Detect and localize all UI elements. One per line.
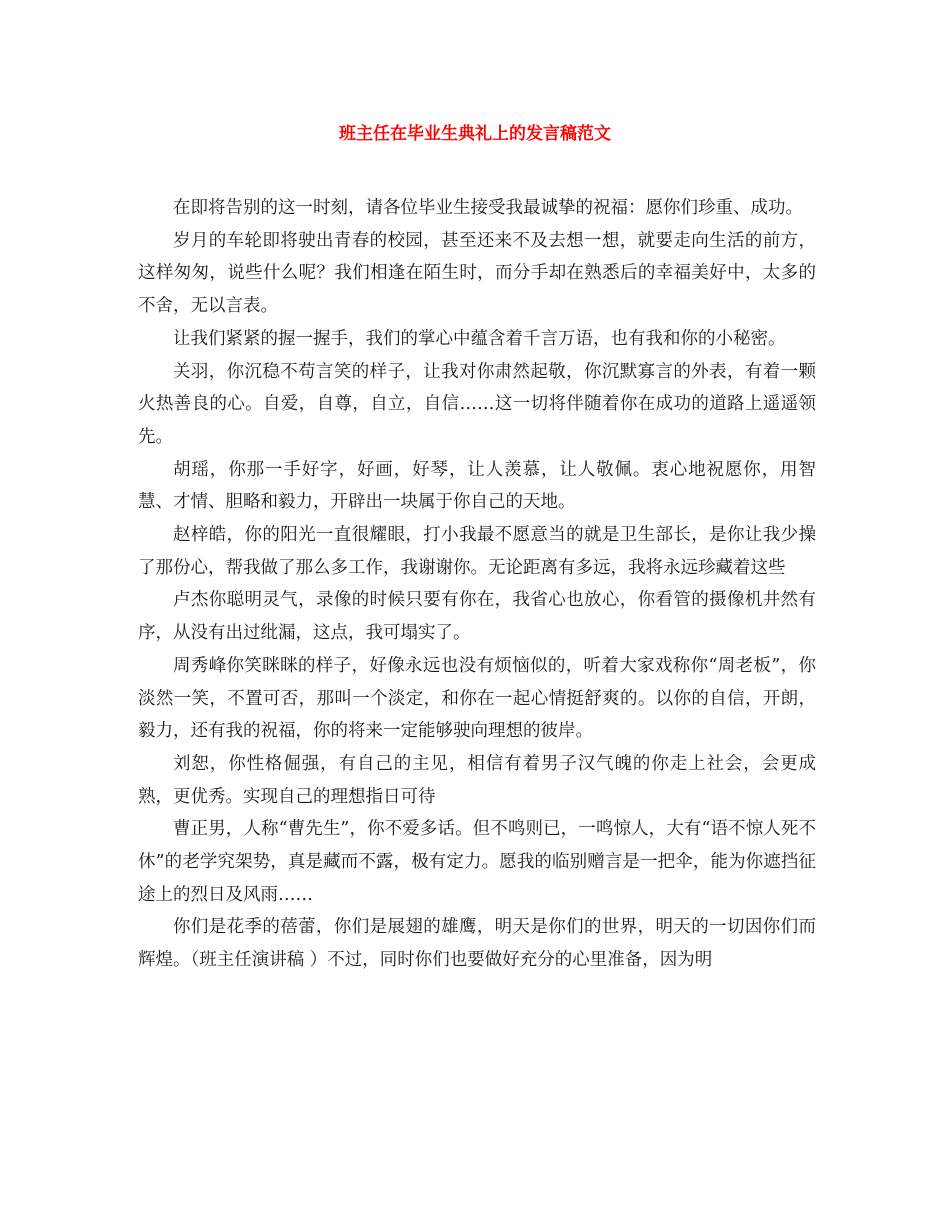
- paragraph: 让我们紧紧的握一握手，我们的掌心中蕴含着千言万语，也有我和你的小秘密。: [173, 328, 786, 349]
- document-title: 班主任在毕业生典礼上的发言稿范文: [339, 124, 611, 144]
- paragraph: 卢杰你聪明灵气，录像的时候只要有你在，我省心也放心，你看管的摄像机井然有序，从没有出过纰漏，这点，我可塌实了。: [138, 590, 816, 644]
- paragraph: 周秀峰你笑眯眯的样子，好像永远也没有烦恼似的，听着大家戏称你“周老板”，你淡然一笑，不置可否，那叫一个淡定，和你在一起心情挺舒爽的。以你的自信，开朗，毅力，还有我的祝福，你的将来一定能够驶向理想的彼岸。: [138, 655, 816, 742]
- paragraph: 刘恕，你性格倔强，有自己的主见，相信有着男子汉气魄的你走上社会，会更成熟，更优秀。实现自己的理想指日可待: [138, 753, 816, 807]
- paragraph: 在即将告别的这一时刻，请各位毕业生接受我最诚挚的祝福：愿你们珍重、成功。: [173, 198, 803, 218]
- paragraph: 胡瑶，你那一手好字，好画，好琴，让人羡慕，让人敬佩。衷心地祝愿你，用智慧、才情、胆略和毅力，开辟出一块属于你自己的天地。: [138, 459, 816, 513]
- paragraph: 岁月的车轮即将驶出青春的校园，甚至还来不及去想一想，就要走向生活的前方，这样匆匆，说些什么呢？我们相逢在陌生时，而分手却在熟悉后的幸福美好中，太多的不舍，无以言表。: [138, 230, 816, 317]
- paragraph: 关羽，你沉稳不苟言笑的样子，让我对你肃然起敬，你沉默寡言的外表，有着一颗火热善良的心。自爱，自尊，自立，自信……这一切将伴随着你在成功的道路上遥遥领先。: [138, 361, 816, 447]
- document-body: [138, 192, 816, 977]
- paragraph: 曹正男，人称“曹先生”，你不爱多话。但不鸣则已，一鸣惊人，大有“语不惊人死不休”的老学究架势，真是藏而不露，极有定力。愿我的临别赠言是一把伞，能为你遮挡征途上的烈日及风雨……: [138, 819, 816, 905]
- paragraph: 赵梓皓，你的阳光一直很耀眼，打小我最不愿意当的就是卫生部长，是你让我少操了那份心，帮我做了那么多工作，我谢谢你。无论距离有多远，我将永远珍藏着这些: [138, 525, 816, 578]
- paragraph: 你们是花季的蓓蕾，你们是展翅的雄鹰，明天是你们的世界，明天的一切因你们而辉煌。（班主任演讲稿 ）不过，同时你们也要做好充分的心里准备，因为明: [138, 917, 816, 971]
